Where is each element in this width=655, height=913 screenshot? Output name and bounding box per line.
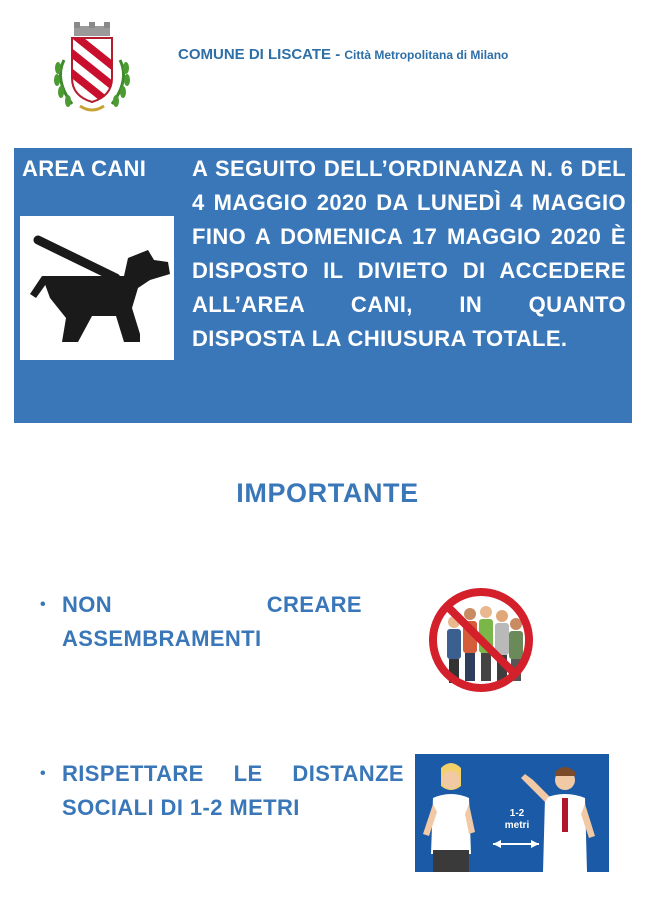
header	[0, 0, 655, 130]
area-cani-notice	[14, 148, 632, 423]
social-distance-illustration	[415, 754, 609, 872]
bullet-dot: •	[40, 765, 47, 782]
bullet-text: NON CREARE ASSEMBRAMENTI	[62, 592, 362, 651]
dog-sign	[20, 216, 174, 360]
municipality-subtitle: Città Metropolitana di Milano	[344, 48, 509, 62]
no-crowd-icon	[420, 584, 542, 696]
page-title	[178, 46, 508, 63]
bullet-text-line-2: SOCIALI DI 1-2 METRI	[62, 795, 300, 820]
distance-value: 1-2	[509, 808, 525, 819]
notice-label: AREA CANI	[22, 156, 147, 181]
municipality-name: COMUNE DI LISCATE -	[178, 46, 345, 63]
town-crest-icon	[44, 20, 140, 116]
distance-unit: metri	[504, 820, 530, 831]
important-heading: IMPORTANTE	[236, 478, 419, 508]
bullet-text-line-1: RISPETTARE LE DISTANZE	[62, 761, 404, 786]
notice-text: A SEGUITO DELL’ORDINANZA N. 6 DEL 4 MAGGIO 2020 DA LUNEDÌ 4 MAGGIO FINO A DOMENICA 17 MAGGIO 2020 È DISPOSTO IL DIVIETO DI ACCEDERE ALL’AREA CANI, IN QUANTO DISPOSTA LA CHIUSURA TOTALE.	[192, 156, 626, 351]
bullet-dot: •	[40, 596, 47, 613]
dog-on-leash-icon	[20, 216, 174, 360]
